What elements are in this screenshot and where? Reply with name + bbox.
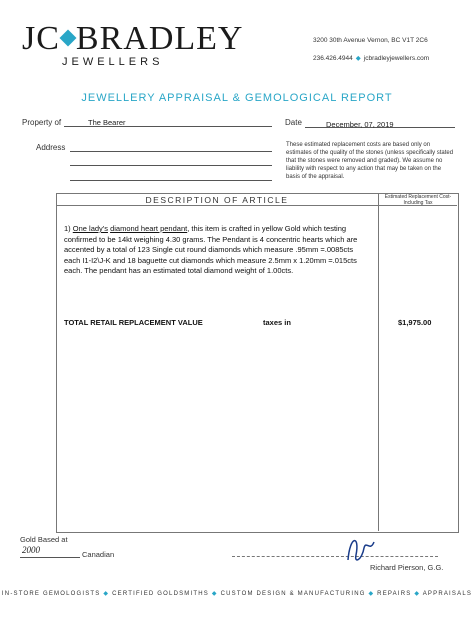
gold-line (20, 557, 80, 558)
disclaimer-notice: These estimated replacement costs are based only on estimates of the quality of the stones (unless specifically stated that the stones were removed and graded). We assume no liability with respect to any action that may be taken on the basis of the appraisal. (286, 142, 454, 180)
description-header: DESCRIPTION OF ARTICLE (145, 195, 289, 205)
property-label: Property of (22, 118, 62, 127)
diamond-bullet-icon: ◆ (355, 55, 361, 62)
services-footer: IN-STORE GEMOLOGISTS ◆ CERTIFIED GOLDSMITHS ◆ CUSTOM DESIGN & MANUFACTURING ◆ REPAIRS ◆ APPRAISALS (1, 591, 473, 597)
phone: 236.426.4944 (313, 55, 353, 62)
table-column-divider (378, 193, 379, 531)
total-value: $1,975.00 (398, 318, 432, 327)
report-title: JEWELLERY APPRAISAL & GEMOLOGICAL REPORT (81, 92, 393, 104)
address-label: Address (36, 143, 66, 152)
date-label: Date (285, 118, 302, 127)
signer-name: Richard Pierson, G.G. (370, 563, 444, 572)
property-value: The Bearer (88, 118, 126, 127)
diamond-icon (59, 30, 76, 47)
replacement-cost-header: Estimated Replacement Cost-Including Tax (384, 194, 452, 206)
address-line-3 (70, 180, 272, 181)
company-contact (313, 54, 429, 62)
gold-based-label: Gold Based at (20, 535, 68, 544)
gold-based-value: 2000 (22, 545, 40, 555)
company-logo: JC BRADLEY (22, 20, 244, 57)
date-value: December, 07, 2019 (326, 120, 394, 129)
signature-line (232, 556, 438, 557)
item-description: 1) One lady's diamond heart pendant, this item is crafted in yellow Gold which testing confirmed to be 14kt weighing 4.30 grams. The Pendant is 4 concentric hearts which are accented by a total of 123 Single cut round diamonds which measure .95mm =.0085cts each I1-I2\J-K and 18 baguette cut diamonds which measure 2.5mm x 1.20mm =.015cts each. The pendant has an estimated total diamond weight of 1.00cts. (64, 224, 358, 275)
company-address: 3200 30th Avenue Vernon, BC V1T 2C6 (313, 37, 428, 44)
website: jcbradleyjewellers.com (363, 55, 430, 62)
currency-label: Canadian (82, 550, 115, 559)
total-label: TOTAL RETAIL REPLACEMENT VALUE (64, 318, 203, 327)
taxes-label: taxes in (263, 318, 291, 327)
address-line-2 (70, 165, 272, 166)
address-line-1 (70, 151, 272, 152)
logo-subtitle: JEWELLERS (62, 56, 164, 68)
